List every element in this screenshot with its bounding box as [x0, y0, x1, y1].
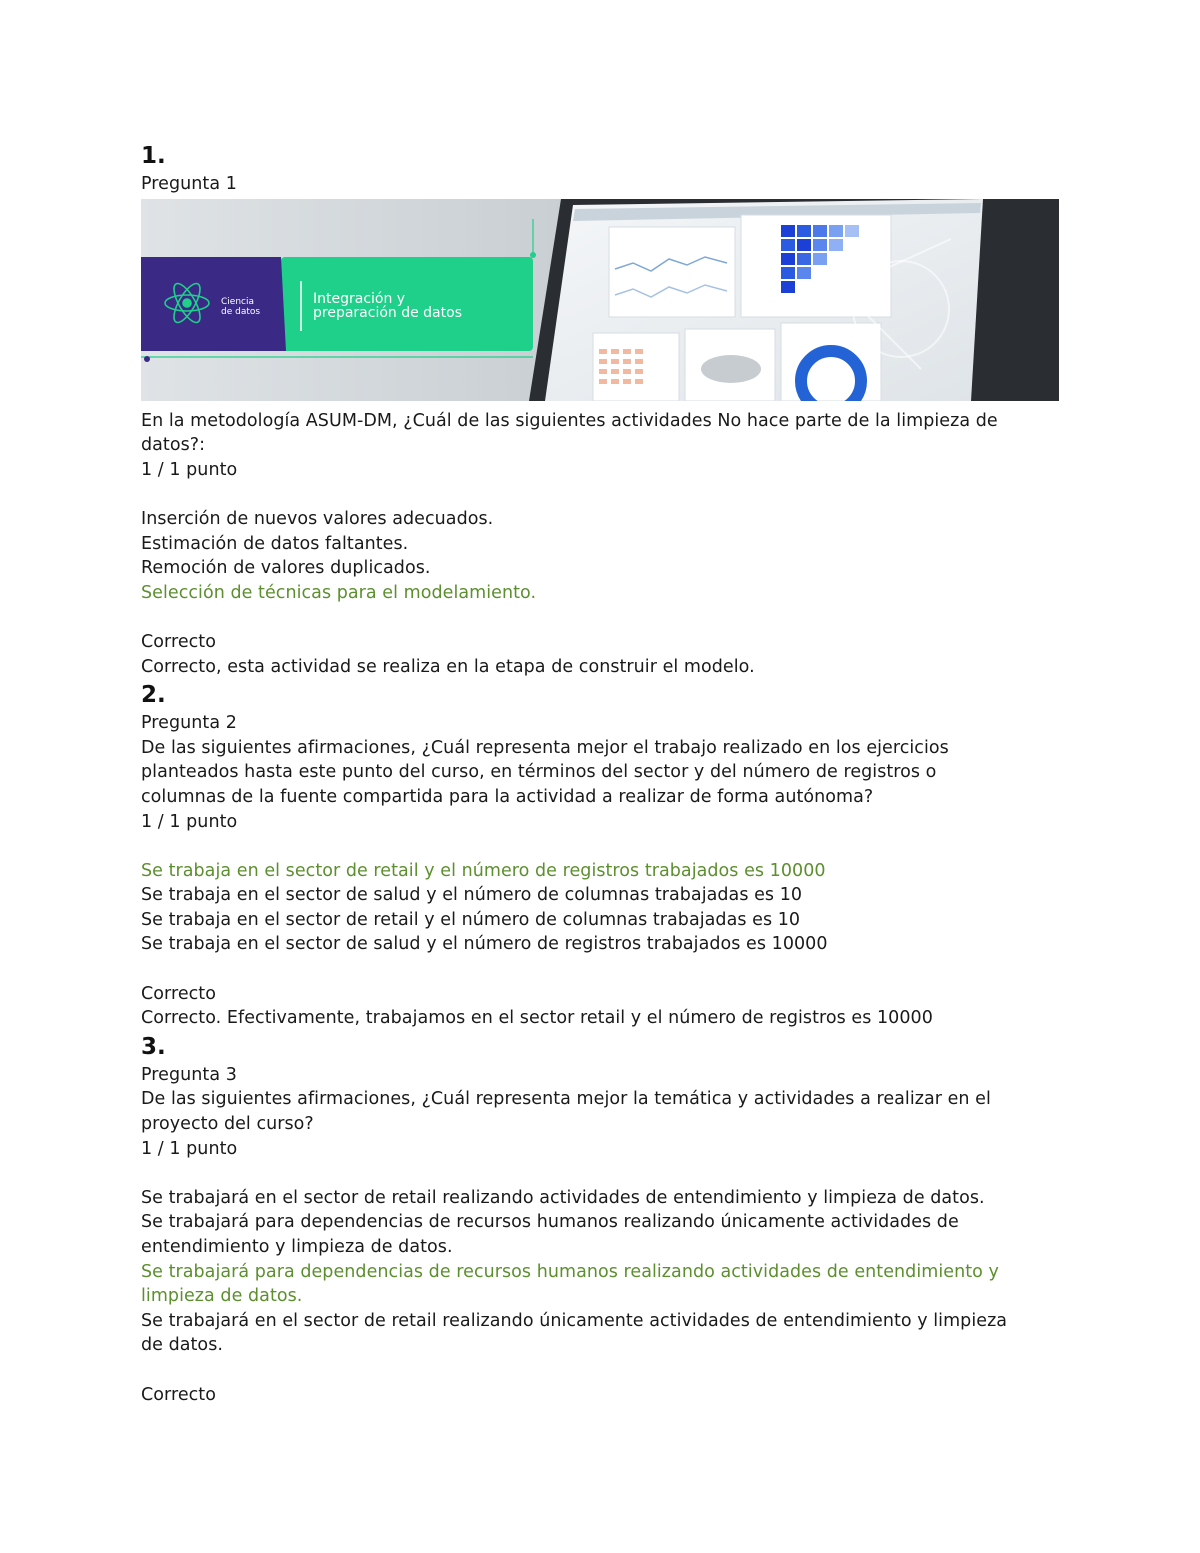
answer-option: Se trabajará en el sector de retail realizando actividades de entendimiento y limpieza de datos.: [141, 1187, 985, 1208]
banner-illustration: [141, 199, 1059, 401]
question-3: [141, 1031, 1061, 1407]
question-prompt: columnas de la fuente compartida para la actividad a realizar de forma autónoma?: [141, 786, 874, 807]
answer-option-correct: Se trabaja en el sector de retail y el número de registros trabajados es 10000: [141, 860, 826, 881]
banner-brand-line2: de datos: [221, 306, 261, 317]
quiz-document: [141, 140, 1061, 1407]
answer-option-correct-continued: limpieza de datos.: [141, 1286, 303, 1307]
question-score: 1 / 1 punto: [141, 811, 238, 832]
answer-option: Se trabajará en el sector de retail realizando únicamente actividades de entendimiento y limpieza: [141, 1310, 1008, 1331]
course-banner-image: [141, 199, 1059, 401]
banner-brand-line1: Ciencia: [221, 296, 254, 307]
result-feedback: Correcto. Efectivamente, trabajamos en el sector retail y el número de registros es 10000: [141, 1008, 933, 1029]
result-status: Correcto: [141, 631, 216, 652]
question-prompt: proyecto del curso?: [141, 1114, 314, 1135]
answer-option-continued: entendimiento y limpieza de datos.: [141, 1237, 453, 1257]
answer-option: Se trabaja en el sector de retail y el número de columnas trabajadas es 10: [141, 909, 801, 930]
answer-option: Se trabajará para dependencias de recursos humanos realizando únicamente actividades de: [141, 1212, 959, 1233]
question-label: Pregunta 2: [141, 713, 237, 734]
answer-option: Estimación de datos faltantes.: [141, 533, 409, 554]
answer-option: Remoción de valores duplicados.: [141, 558, 431, 579]
banner-title-line2: preparación de datos: [313, 304, 462, 321]
question-prompt: planteados hasta este punto del curso, en términos del sector y del número de registros o: [141, 762, 937, 783]
question-number: 2.: [141, 682, 166, 709]
question-label: Pregunta 3: [141, 1064, 237, 1085]
question-prompt: datos?:: [141, 435, 206, 456]
answer-option: Se trabaja en el sector de salud y el número de registros trabajados es 10000: [141, 934, 828, 955]
answer-option-continued: de datos.: [141, 1335, 223, 1356]
question-score: 1 / 1 punto: [141, 459, 238, 480]
question-prompt: De las siguientes afirmaciones, ¿Cuál representa mejor la temática y actividades a realizar en el: [141, 1089, 991, 1110]
question-score: 1 / 1 punto: [141, 1138, 238, 1159]
result-status: Correcto: [141, 983, 216, 1004]
question-number: 3.: [141, 1033, 166, 1060]
answer-option: Se trabaja en el sector de salud y el número de columnas trabajadas es 10: [141, 885, 803, 906]
question-2: [141, 679, 1061, 1031]
answer-option: Inserción de nuevos valores adecuados.: [141, 508, 494, 529]
question-number: 1.: [141, 143, 166, 169]
question-prompt: De las siguientes afirmaciones, ¿Cuál representa mejor el trabajo realizado en los ejercicios: [141, 737, 949, 758]
banner-brand-card: [141, 257, 286, 351]
result-status: Correcto: [141, 1384, 216, 1405]
question-prompt: En la metodología ASUM-DM, ¿Cuál de las siguientes actividades No hace parte de la limpieza de: [141, 410, 998, 431]
question-1: [141, 140, 1061, 679]
answer-option-correct: Selección de técnicas para el modelamiento.: [141, 582, 537, 603]
question-label: Pregunta 1: [141, 174, 237, 194]
answer-option-correct: Se trabajará para dependencias de recursos humanos realizando actividades de entendimiento y: [141, 1261, 999, 1282]
banner-title-line1: Integración y: [313, 290, 406, 307]
result-feedback: Correcto, esta actividad se realiza en la etapa de construir el modelo.: [141, 656, 755, 677]
